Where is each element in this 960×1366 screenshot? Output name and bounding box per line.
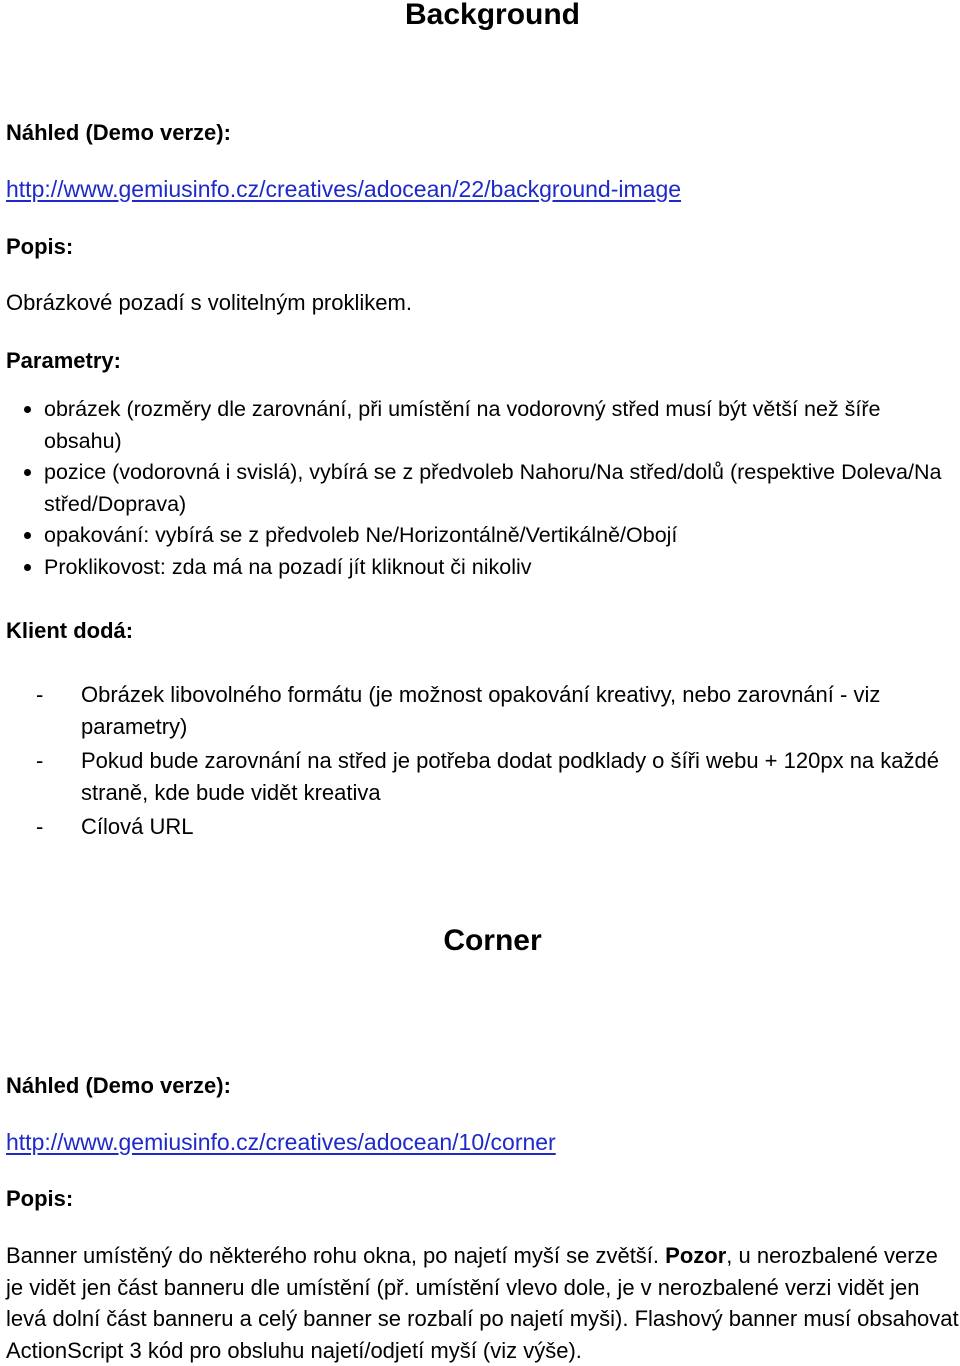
list-item: obrázek (rozměry dle zarovnání, při umístění na vodorovný střed musí být větší než šíře obsahu)	[24, 394, 960, 457]
background-parameters-heading: Parametry:	[6, 348, 121, 373]
background-title: Background	[404, 0, 581, 31]
corner-description-heading: Popis:	[6, 1186, 74, 1211]
list-item: - Pokud bude zarovnání na střed je potřeba dodat podklady o šíři webu + 120px na každé straně, kde bude vidět kreativa	[6, 745, 960, 809]
background-preview-link[interactable]: http://www.gemiusinfo.cz/creatives/adocean/22/background-image	[6, 176, 682, 202]
list-item: - Obrázek libovolného formátu (je možnost opakování kreativy, nebo zarovnání - viz parametry)	[6, 679, 960, 743]
corner-description-bold: Pozor	[665, 1243, 727, 1268]
list-item: opakování: vybírá se z předvoleb Ne/Horizontálně/Vertikálně/Obojí	[24, 520, 960, 552]
corner-description-part2: , u nerozbalené verze je vidět jen část banneru dle umístění (př. umístění vlevo dole, je v nerozbalené verzi vidět jen levá dolní část banneru a celý banner se rozbalí po najetí myši). Flashový banner musí obsahovat ActionScript 3 kód pro obsluhu najetí/odjetí myší (viz výše).	[6, 1243, 959, 1363]
background-description-heading: Popis:	[6, 234, 74, 259]
background-preview-heading: Náhled (Demo verze):	[6, 120, 231, 145]
background-client-heading: Klient dodá:	[6, 618, 134, 643]
list-item: Proklikovost: zda má na pozadí jít kliknout či nikoliv	[24, 552, 960, 584]
list-item: pozice (vodorovná i svislá), vybírá se z předvoleb Nahoru/Na střed/dolů (respektive Doleva/Na střed/Doprava)	[24, 457, 960, 520]
background-parameters-list	[24, 394, 960, 583]
background-client-list	[6, 679, 960, 845]
corner-title: Corner	[443, 924, 542, 957]
list-item: - Cílová URL	[6, 811, 960, 843]
corner-preview-heading: Náhled (Demo verze):	[6, 1073, 231, 1098]
corner-description-text	[6, 1240, 960, 1366]
background-description-text: Obrázkové pozadí s volitelným proklikem.	[6, 290, 412, 315]
corner-preview-link[interactable]: http://www.gemiusinfo.cz/creatives/adocean/10/corner	[6, 1129, 556, 1155]
corner-description-part1: Banner umístěný do některého rohu okna, po najetí myší se zvětší.	[6, 1243, 666, 1268]
